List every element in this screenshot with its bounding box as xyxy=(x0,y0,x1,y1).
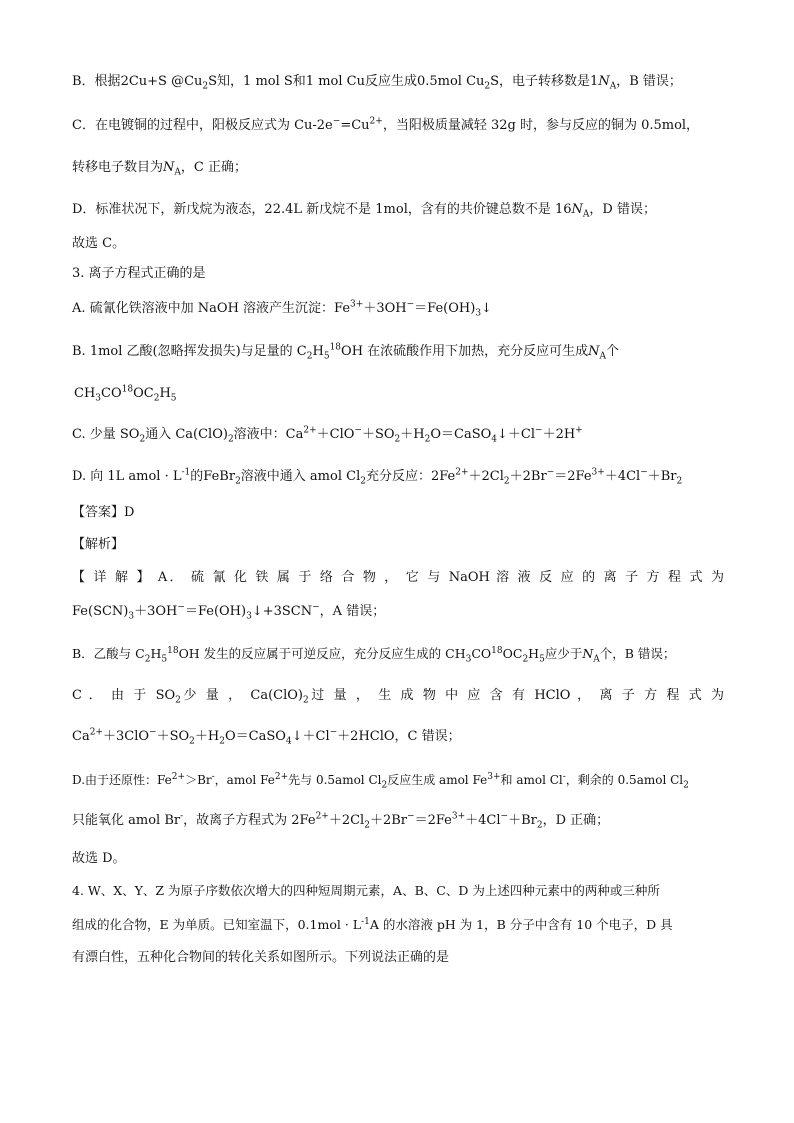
q3-option-a: A. 硫氰化铁溶液中加 NaOH 溶液产生沉淀：$Fe^{3+}+3OH^-=Fe(OH)_3↓$ xyxy=(72,299,492,319)
q4-stem-line-3: 有漂白性，五种化合物间的转化关系如图所示。下列说法正确的是 xyxy=(72,950,450,965)
q2-option-c-explanation: C．在电镀铜的过程中，阳极反应式为 $Cu-2e^-=Cu^{2+}$，当阳极质量减轻 32g 时，参与反应的铜为 0.5mol， xyxy=(72,116,700,133)
q3-explanation-d-cont: 只能氧化 amol Br-，故离子方程式为 $2Fe^{2+}+2Cl_2+2Br^-=2Fe^{3+}+4Cl^-+Br_2$，D 正确； xyxy=(72,811,610,831)
q3-stem: 3. 离子方程式正确的是 xyxy=(72,266,206,281)
q4-stem-line-1: 4. W、X、Y、Z 为原子序数依次增大的四种短周期元素，A、B、C、D 为上述四种元素中的两种或三种所 xyxy=(72,883,660,898)
q2-option-c-explanation-cont: 转移电子数目为$N_A$，C 正确； xyxy=(72,160,247,178)
q3-explanation-a: 【 详 解 】 A． 硫 氰 化 铁 属 于 络 合 物 ， 它 与 NaOH 溶 液 反 应 的 离 子 方 程 式 为 xyxy=(72,570,724,585)
q2-option-b-explanation: B．根据2Cu+S $@Cu_2S$知，1 mol S和1 mol Cu反应生成0.5mol $Cu_2S$，电子转移数是$1N_A$，B 错误； xyxy=(72,74,682,92)
avogadro-symbol: N xyxy=(598,74,610,89)
q3-option-d: D. 向 1L amol · $L^{-1}$的FeBr$_2$溶液中通入 amol $Cl_2$充分反应：$2Fe^{2+}+2Cl_2+2Br^-=2Fe^{3+}+4Cl^-+Br_2$ xyxy=(72,467,683,487)
q3-option-c: C. 少量 $SO_2$通入 $Ca(ClO)_2$溶液中：$Ca^{2+}+ClO^-+SO_2+H_2O=CaSO_4↓+Cl^-+2H^+$ xyxy=(72,425,583,445)
q3-answer xyxy=(72,503,732,523)
q3-explanation-b: B．乙酸与 $C_2H_5^{18}OH$ 发生的反应属于可逆反应，充分反应生成的 $CH_3CO^{18}OC_2H_5$应少于$N_A$个，B 错误； xyxy=(72,645,676,665)
answer-label: 【答案】 xyxy=(72,505,125,520)
q3-explanation-c-formula: $Ca^{2+}+3ClO^-+SO_2+H_2O=CaSO_4↓+Cl^-+2HClO$，C 错误； xyxy=(72,727,461,747)
q2-option-d-explanation: D．标准状况下，新戊烷为液态，22.4L 新戊烷不是 1mol，含有的共价键总数不是 $16N_A$，D 错误； xyxy=(72,202,656,220)
avogadro-symbol: N xyxy=(571,202,583,217)
q3-explanation-c: C ． 由 于 $SO_2$少 量 ， $Ca(ClO)_2$过 量 ， 生 成 物 中 应 含 有 HClO ， 离 子 方 程 式 为 xyxy=(72,688,724,706)
q4-stem-line-2: 组成的化合物，E 为单质。已知室温下，$0.1mol \cdot L^{-1}A$ 的水溶液 pH 为 1，B 分子中含有 10 个电子，D 具 xyxy=(72,916,673,932)
avogadro-symbol: N xyxy=(582,646,594,661)
q2-conclusion: 故选 C。 xyxy=(72,236,126,251)
avogadro-symbol: N xyxy=(163,160,175,175)
q3-option-b-formula: $CH_3CO^{18}OC_2H_5$ xyxy=(74,384,177,404)
avogadro-symbol: N xyxy=(588,344,600,359)
q3-explanation-a-formula: $Fe(SCN)_3+3OH^-=Fe(OH)_3↓+3SCN^-$，A 错误； xyxy=(72,602,386,622)
q3-explanation-d: D.由于还原性：$Fe^{2+}>Br^-$，amol $Fe^{2+}$先与 0.5amol $Cl_2$反应生成 amol $Fe^{3+}$和 amol Cl-，剩余的 0.5amol $Cl_2$ xyxy=(72,772,689,791)
answer-value: D xyxy=(124,505,135,520)
q3-analysis-label: 【解析】 xyxy=(72,537,125,552)
q3-option-b: B. 1mol 乙酸(忽略挥发损失)与足量的 $C_2H_5^{18}OH$ 在浓硫酸作用下加热，充分反应可生成$N_A$个 xyxy=(72,342,620,362)
q3-conclusion: 故选 D。 xyxy=(72,851,126,866)
